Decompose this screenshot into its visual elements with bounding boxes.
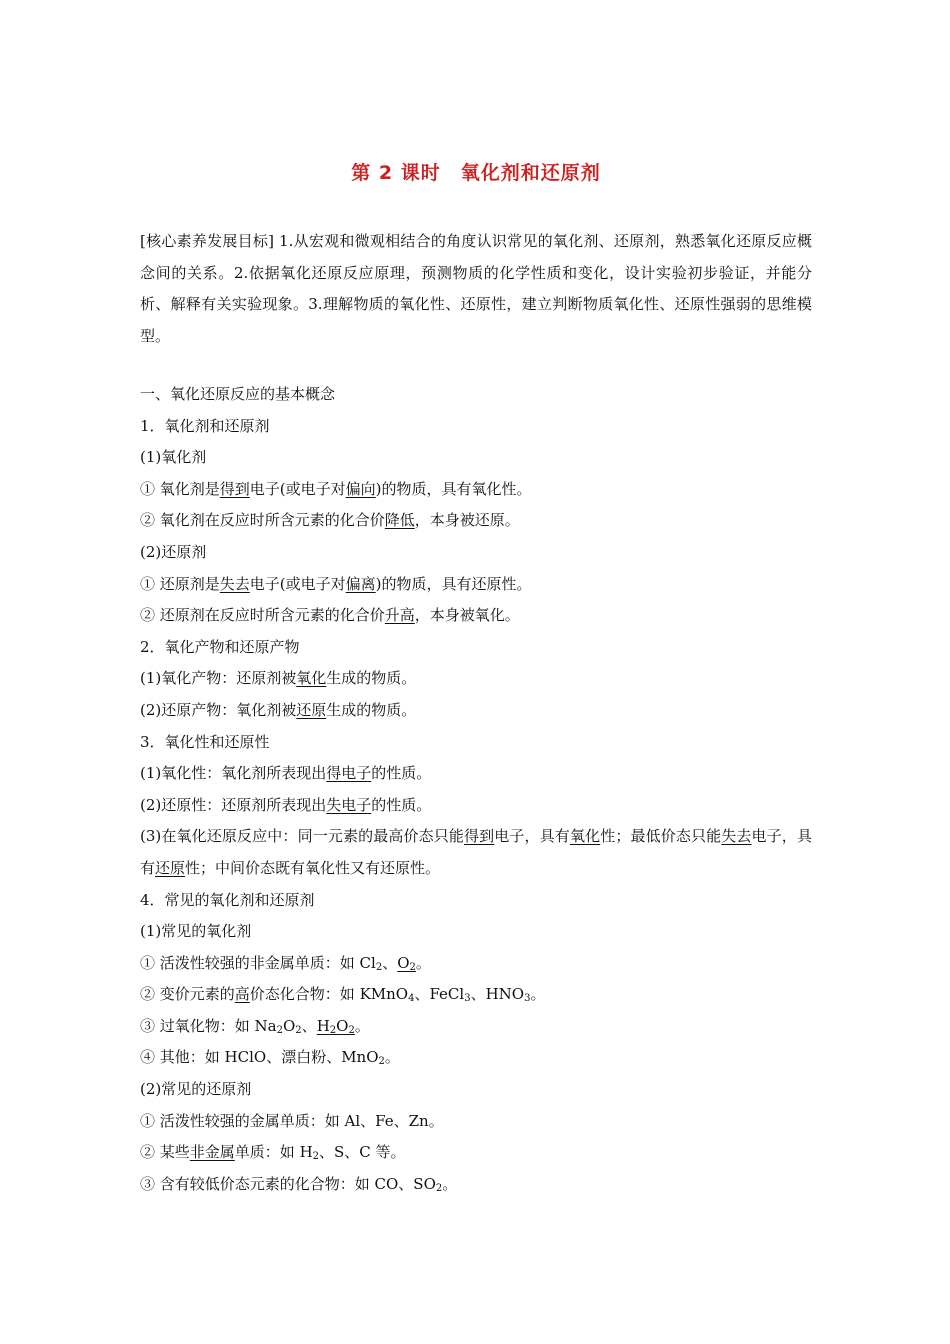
answer-underline: 升高: [384, 606, 415, 625]
point-heading: (2)还原剂: [140, 542, 207, 561]
subsection-heading: 2．氧化产物和还原产物: [140, 637, 300, 656]
text-line: ② 氧化剂在反应时所含元素的化合价降低，本身被还原。: [140, 511, 520, 530]
text-line: ④ 其他：如 HClO、漂白粉、MnO$_2$。: [140, 1048, 400, 1068]
subsection-heading: 3．氧化性和还原性: [140, 732, 270, 751]
text-line: (2)还原性：还原剂所表现出失电子的性质。: [140, 795, 432, 814]
text-line: (1)氧化产物：还原剂被氧化生成的物质。: [140, 669, 417, 688]
text-line: ③ 含有较低价态元素的化合物：如 CO、$SO_2$。: [140, 1174, 458, 1194]
answer-underline: 失去: [219, 574, 250, 593]
point-heading: (1)常见的氧化剂: [140, 922, 252, 941]
text-line: (2)还原产物：氧化剂被还原生成的物质。: [140, 700, 417, 719]
text-line: ③ 过氧化物：如 $Na_2O_2$、$H_2O_2$。: [140, 1016, 370, 1036]
text-line: ① 活泼性较强的非金属单质：如 $Cl_2$、$O_2$。: [140, 953, 431, 973]
answer-underline: 还原: [155, 858, 186, 877]
section-heading: 一、氧化还原反应的基本概念: [140, 385, 336, 403]
answer-underline: 降低: [384, 511, 415, 530]
answer-underline: 得到: [219, 479, 250, 498]
goals-text: 1.从宏观和微观相结合的角度认识常见的氧化剂、还原剂，熟悉氧化还原反应概念间的关系。2.依据氧化还原反应原理，预测物质的化学性质和变化，设计实验初步验证，并能分析、解释有关实验现象。3.理解物质的氧化性、还原性，建立判断物质氧化性、还原性强弱的思维模型。: [140, 232, 812, 345]
answer-underline: 偏向: [345, 479, 376, 498]
lesson-title: 第 2 课时 氧化剂和还原剂: [351, 162, 601, 184]
goals-tag: [核心素养发展目标]: [140, 232, 274, 250]
text-line: ② 还原剂在反应时所含元素的化合价升高，本身被氧化。: [140, 606, 520, 625]
answer-underline: 高: [234, 985, 250, 1004]
answer-underline: 非金属: [189, 1143, 235, 1162]
text-line: ① 还原剂是失去电子(或电子对偏离)的物质，具有还原性。: [140, 574, 532, 593]
text-line: ② 变价元素的高价态化合物：如 KMnO$_4$、FeCl$_3$、$HNO_3$。: [140, 985, 546, 1005]
answer-underline: 得到: [464, 827, 495, 846]
text-paragraph: (3)在氧化还原反应中：同一元素的最高价态只能得到电子，具有氧化性；最低价态只能失去电子，具有还原性；中间价态既有氧化性又有还原性。: [140, 827, 812, 877]
answer-underline: 氧化: [569, 827, 601, 846]
text-line: (1)氧化性：氧化剂所表现出得电子的性质。: [140, 764, 432, 783]
answer-underline: 失去: [721, 827, 752, 846]
subsection-heading: 1．氧化剂和还原剂: [140, 416, 270, 435]
subsection-heading: 4．常见的氧化剂和还原剂: [140, 890, 315, 909]
text-line: ① 氧化剂是得到电子(或电子对偏向)的物质，具有氧化性。: [140, 479, 532, 498]
answer-underline: 失电子: [326, 795, 372, 814]
answer-underline: $H_2O_2$: [316, 1016, 355, 1036]
core-literacy-goals: [140, 226, 812, 352]
text-line: ① 活泼性较强的金属单质：如 Al、Fe、Zn。: [140, 1111, 444, 1130]
text-line: ② 某些非金属单质：如 $H_2$、S、C 等。: [140, 1143, 406, 1163]
answer-underline: 还原: [296, 700, 327, 719]
main-content: [140, 379, 812, 1200]
point-heading: (1)氧化剂: [140, 448, 207, 467]
answer-underline: 得电子: [326, 764, 372, 783]
answer-underline: 氧化: [296, 669, 327, 688]
answer-underline: 偏离: [345, 574, 376, 593]
point-heading: (2)常见的还原剂: [140, 1080, 252, 1099]
answer-underline: $O_2$: [397, 953, 416, 973]
